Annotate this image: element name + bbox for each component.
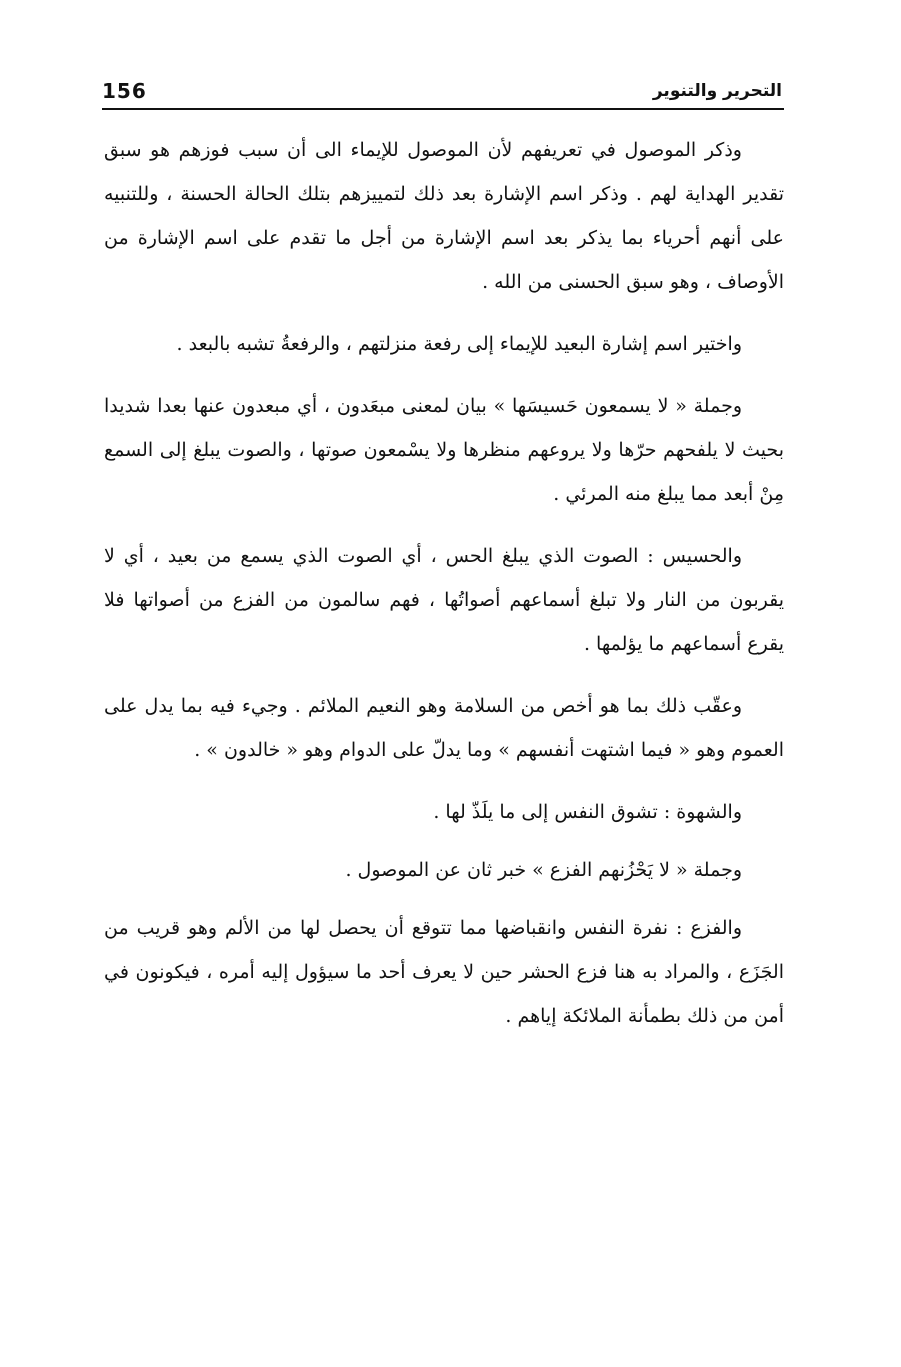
paragraph: والفزع : نفرة النفس وانقباضها مما تتوقع أن يحصل لها من الألم وهو قريب من الجَزَع ، والمراد به هنا فزع الحشر حين لا يعرف أحد ما سيؤول إليه أمره ، فيكونون في أمن من ذلك بطمأنة الملائكة إياهم . xyxy=(104,917,784,1027)
paragraph: وعقّب ذلك بما هو أخص من السلامة وهو النعيم الملائم . وجيء فيه بما يدل على العموم وهو « فيما اشتهت أنفسهم » وما يدلّ على الدوام وهو « خالدون » . xyxy=(104,695,784,761)
paragraph: وجملة « لا يسمعون حَسيسَها » بيان لمعنى مبعَدون ، أي مبعدون عنها بعدا شديدا بحيث لا يلفحهم حرّها ولا يروعهم منظرها ولا يسْمعون صوتها ، والصوت يبلغ إلى السمع مِنْ أبعد مما يبلغ منه المرئي . xyxy=(104,395,784,505)
page-number: 156 xyxy=(102,79,147,103)
paragraph: والحسيس : الصوت الذي يبلغ الحس ، أي الصوت الذي يسمع من بعيد ، أي لا يقربون من النار ولا تبلغ أسماعهم أصواتُها ، فهم سالمون من الفزع من أصواتها فلا يقرع أسماعهم ما يؤلمها . xyxy=(104,545,784,655)
paragraph: واختير اسم إشارة البعيد للإيماء إلى رفعة منزلتهم ، والرفعةُ تشبه بالبعد . xyxy=(176,333,742,355)
paragraph: وذكر الموصول في تعريفهم لأن الموصول للإيماء الى أن سبب فوزهم هو سبق تقدير الهداية لهم . وذكر اسم الإشارة بعد ذلك لتمييزهم بتلك الحالة الحسنة ، وللتنبيه على أنهم أحرياء بما يذكر بعد اسم الإشارة من أجل ما تقدم على اسم الإشارة من الأوصاف ، وهو سبق الحسنى من الله . xyxy=(104,139,784,293)
paragraph: والشهوة : تشوق النفس إلى ما يلَذّ لها . xyxy=(433,801,742,823)
running-title: التحرير والتنوير xyxy=(652,81,782,101)
header-rule xyxy=(102,108,784,110)
paragraph: وجملة « لا يَحْزُنهم الفزع » خبر ثان عن الموصول . xyxy=(345,859,742,881)
page-header xyxy=(102,76,782,106)
page-body xyxy=(104,128,784,1056)
